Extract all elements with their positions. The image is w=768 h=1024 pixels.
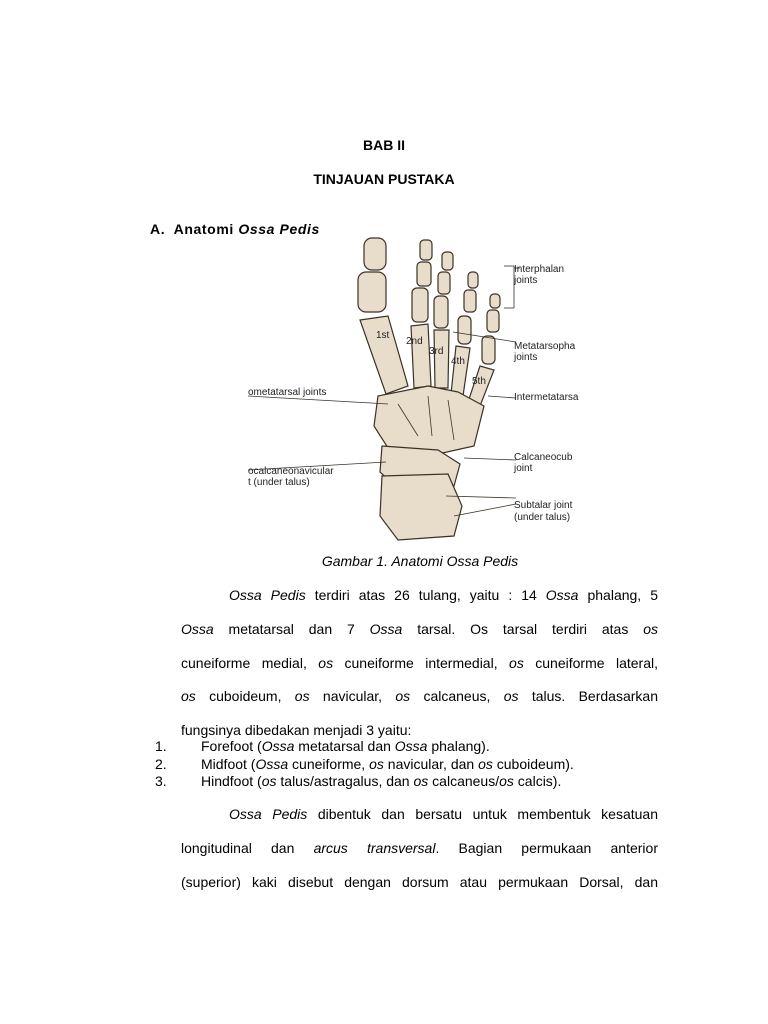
list-number-2: 2. [155,756,167,772]
chapter-number: BAB II [363,137,405,153]
calcaneus [380,474,462,540]
paragraph2-line2: longitudinal dan arcus transversal. Bagian permukaan anterior [181,840,658,856]
figure-caption: Gambar 1. Anatomi Ossa Pedis [321,553,519,569]
metatarsal-4 [451,346,470,396]
label-5th: 5th [472,376,486,387]
label-intermetatarsal: Intermetatarsa [514,392,579,403]
label-2nd: 2nd [406,336,423,347]
label-interphalangeal-1: Interphalan [514,264,565,275]
label-subtalar-2: (under talus) [514,512,571,523]
midfoot-tarsals [374,386,484,454]
label-3rd: 3rd [429,346,444,357]
metatarsal-2 [411,324,431,388]
label-calcaneocuboid-1: Calcaneocub [514,452,573,463]
section-italic: Ossa Pedis [238,221,320,237]
list-number-3: 3. [155,773,167,789]
list-item-1: Forefoot (Ossa metatarsal dan Ossa phalang). [201,738,490,754]
label-metatarsophalangeal-2: joints [514,352,538,363]
paragraph1-line2: Ossa metatarsal dan 7 Ossa tarsal. Os tarsal terdiri atas os [181,621,659,637]
foot-anatomy-figure [248,236,592,548]
paragraph1-line1: Ossa Pedis terdiri atas 26 tulang, yaitu : 14 Ossa phalang, 5 [229,587,658,603]
section-heading [150,221,320,237]
paragraph1-line5: fungsinya dibedakan menjadi 3 yaitu: [181,722,412,738]
metatarsal-1 [360,316,408,394]
metatarsal-3 [434,330,449,388]
section-prefix: A. [150,221,166,237]
paragraph1-line3: cuneiforme medial, os cuneiforme intermedial, os cuneiforme lateral, [181,655,658,671]
paragraph1-line4: os cuboideum, os navicular, os calcaneus, os talus. Berdasarkan [181,688,658,704]
label-1st: 1st [376,330,390,341]
chapter-title: TINJAUAN PUSTAKA [313,171,455,187]
label-interphalangeal-2: joints [514,275,538,286]
label-calcaneocuboid-2: joint [514,463,533,474]
label-talocalcaneonavicular-1: ocalcaneonavicular [248,466,334,477]
label-4th: 4th [451,356,465,367]
label-talocalcaneonavicular-2: t (under talus) [248,477,310,488]
paragraph2-line1: Ossa Pedis dibentuk dan bersatu untuk membentuk kesatuan [229,806,658,822]
list-number-1: 1. [155,738,167,754]
label-tarsometatarsal: ometatarsal joints [248,387,327,398]
list-item-3: Hindfoot (os talus/astragalus, dan os calcaneus/os calcis). [201,773,562,789]
label-subtalar-1: Subtalar joint [514,500,573,511]
paragraph2-line3: (superior) kaki disebut dengan dorsum atau permukaan Dorsal, dan [181,874,658,890]
section-text: Anatomi [173,221,239,237]
phalanx-distal-1 [364,238,386,270]
phalanx-proximal-1 [358,272,386,312]
label-metatarsophalangeal-1: Metatarsopha [514,341,576,352]
list-item-2: Midfoot (Ossa cuneiforme, os navicular, dan os cuboideum). [201,756,574,772]
